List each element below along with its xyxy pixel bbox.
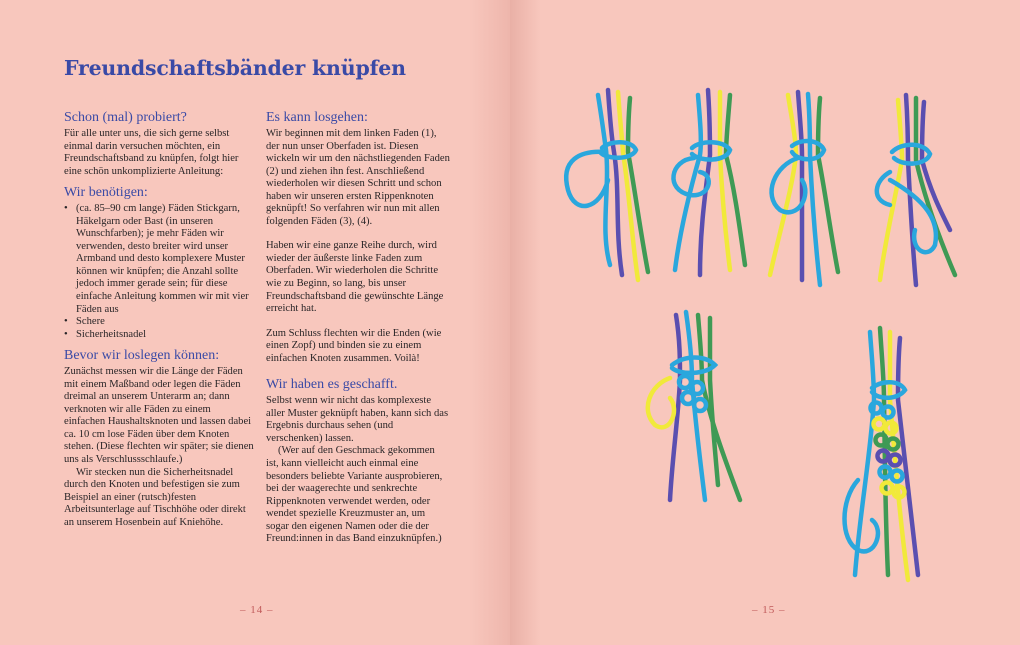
knot-step-2-illustration: [673, 90, 745, 275]
steps-text-2: Haben wir eine ganze Reihe durch, wird wieder der äußerste linke Faden zum Oberfaden. Wir wiederholen die Schritte wie zu Beginn, so lang, bis unser Freundschaftsband die gewünschte Länge erreicht hat.: [266, 240, 444, 315]
steps-text-3: Zum Schluss flechten wir die Enden (wie einen Zopf) und binden sie zu einem einfachen Knoten zusammen. Voilà!: [266, 327, 442, 364]
intro-text: Für alle unter uns, die sich gerne selbst einmal darin versuchen möchten, ein Freundschaftsband zu knüpfen, folgt hier eine schön unkomplizierte Anleitung:: [64, 128, 239, 177]
knot-step-3-illustration: [770, 92, 838, 285]
list-item: • Schere: [64, 316, 254, 329]
heading-bevor-wir-loslegen: Bevor wir loslegen können:: [64, 348, 220, 364]
page-title: Freundschaftsbänder knüpfen: [64, 56, 406, 80]
preparation-text-2: Wir stecken nun die Sicherheitsnadel durch den Knoten und befestigen sie zum Beispiel an einer (rutsch)festen Arbeitsunterlage auf Tischhöhe oder direkt an unserem Hosenbein auf Kniehöhe.: [64, 466, 246, 528]
knot-step-6-illustration: [845, 328, 919, 580]
result-text-2: (Wer auf den Geschmack gekommen ist, kann vielleicht auch einmal eine besonders beliebte Variante ausprobieren, bei der waagerechte und senkrechte Rippenknoten verwendet werden, oder wendet spezielle Kreuzmuster an, um sogar den eigenen Namen oder die der Freund:innen in das Band einzuknüpfen.): [266, 445, 443, 545]
list-item: • Sicherheitsnadel: [64, 329, 254, 342]
steps-text-1: Wir beginnen mit dem linken Faden (1), der nun unser Oberfaden ist. Diesen wickeln wir um den nächstliegenden Faden (2) und ziehen ihn fest. Anschließend wiederholen wir diesen Schritt und schon haben wir unseren ersten Rippenknoten geknüpft! So verfahren wir nun mit allen folgenden Fäden (3), (4).: [266, 128, 450, 227]
page-number-left: – 14 –: [240, 604, 274, 616]
list-item: • (ca. 85–90 cm lange) Fäden Stickgarn, Häkelgarn oder Bast (in unseren Wunschfarben); je mehr Fäden wir verwenden, desto breiter wird unser Armband und desto komplexere Muster können wir knüpfen; die Anzahl sollte jedoch immer gerade sein; für diese einfache Anleitung kommen wir mit vier Fäden aus: [64, 203, 254, 316]
knot-step-1-illustration: [566, 90, 648, 280]
preparation-text: Zunächst messen wir die Länge der Fäden mit einem Maßband oder legen die Fäden dreimal an unserem Unterarm an; dann verknoten wir alle Fäden zu einem einfachen Haushaltsknoten und lassen dabei ca. 10 cm lose Fäden über dem Knoten stehen. (Diese flechten wir später; sie dienen uns als Verschlussschlaufe.): [64, 366, 254, 466]
knot-step-4-illustration: [877, 95, 955, 285]
heading-es-kann-losgehen: Es kann losgehen:: [266, 110, 368, 125]
result-text-1: Selbst wenn wir nicht das komplexeste aller Muster geknüpft haben, kann sich das Ergebnis durchaus sehen (und verschenken) lassen.: [266, 395, 449, 444]
heading-wir-benoetigen: Wir benötigen:: [64, 185, 148, 201]
knotting-illustration: [540, 80, 1000, 600]
right-text-column: [266, 110, 450, 546]
knot-step-5-illustration: [648, 312, 740, 500]
materials-list: [64, 203, 254, 341]
page-number-right: – 15 –: [752, 604, 786, 616]
left-text-column: [64, 110, 254, 529]
heading-wir-haben-es-geschafft: Wir haben es geschafft.: [266, 377, 398, 393]
heading-schon-mal-probiert: Schon (mal) probiert?: [64, 110, 187, 125]
